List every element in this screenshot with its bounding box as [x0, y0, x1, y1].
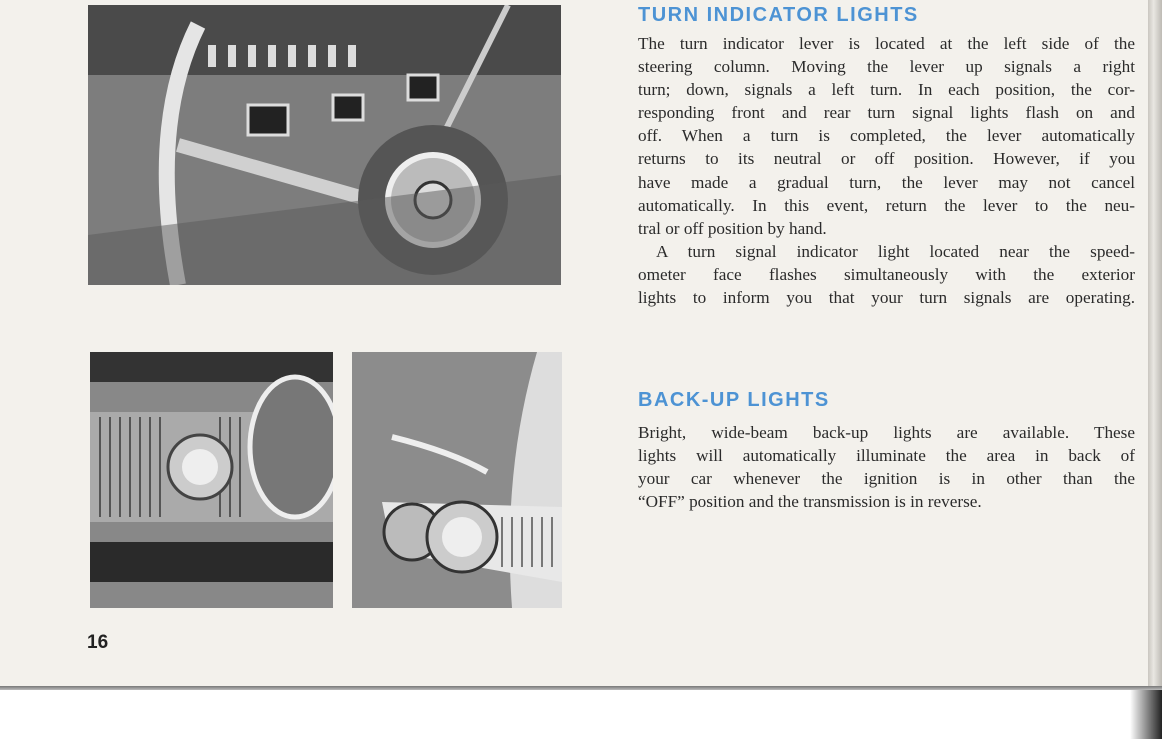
- text-line: your car whenever the ignition is in other than the: [638, 469, 1135, 489]
- text-line: A turn signal indicator light located near the speed-: [656, 241, 1135, 261]
- photo-steering-wheel-turn-lever: [88, 5, 561, 285]
- text-line: off. When a turn is completed, the lever automatically: [638, 126, 1135, 146]
- text-line: tral or off position by hand.: [638, 218, 827, 238]
- text-line: ometer face flashes simultaneously with the exterior: [638, 264, 1135, 284]
- text-line: lights to inform you that your turn signals are operating.: [638, 288, 1135, 308]
- scan-shadow: [1130, 690, 1162, 739]
- text-line: steering column. Moving the lever up signals a right: [638, 57, 1135, 77]
- page-bottom-edge: [0, 686, 1162, 690]
- text-line: responding front and rear turn signal lights flash on and: [638, 103, 1135, 123]
- section-body-turn-indicator: [638, 32, 1135, 309]
- text-line: automatically. In this event, return the lever to the neu-: [638, 195, 1135, 215]
- text-line: have made a gradual turn, the lever may not cancel: [638, 172, 1135, 192]
- photo-backup-lights: [352, 352, 562, 608]
- text-line: Bright, wide-beam back-up lights are available. These: [638, 423, 1135, 442]
- section-body-backup-lights: [638, 421, 1135, 513]
- text-line: lights will automatically illuminate the area in back of: [638, 446, 1135, 466]
- text-line: turn; down, signals a left turn. In each position, the cor-: [638, 80, 1135, 100]
- section-heading-backup-lights: BACK-UP LIGHTS: [638, 389, 830, 411]
- text-line: returns to its neutral or off position. However, if you: [638, 149, 1135, 169]
- page-number: 16: [87, 632, 109, 653]
- text-line: “OFF” position and the transmission is in reverse.: [638, 492, 982, 512]
- section-heading-turn-indicator: TURN INDICATOR LIGHTS: [638, 4, 919, 26]
- binding-edge: [1148, 0, 1162, 739]
- text-line: The turn indicator lever is located at the left side of the: [638, 34, 1135, 53]
- photo-instrument-panel-indicator: [90, 352, 333, 608]
